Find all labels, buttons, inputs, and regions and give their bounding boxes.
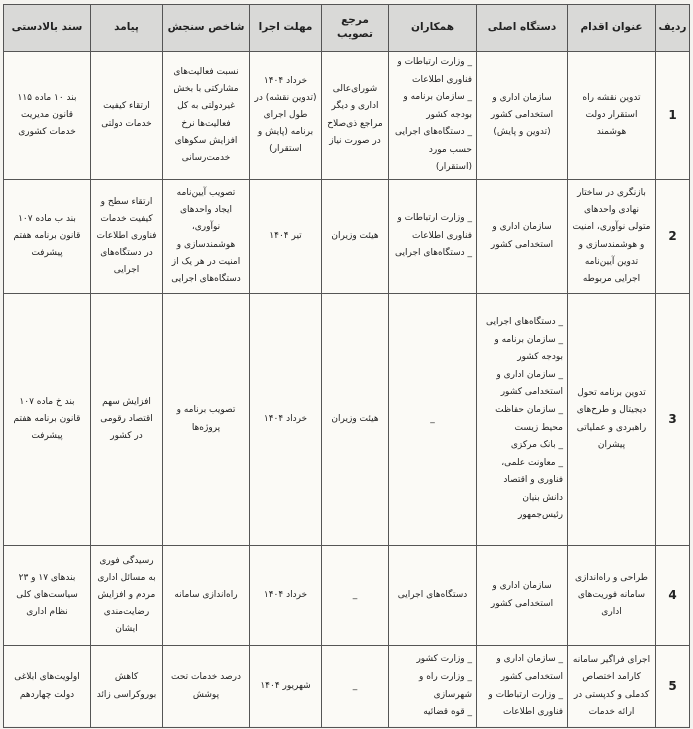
upstream-doc-cell: اولویت‌های ابلاغی دولت چهاردهم [4,646,91,728]
row-number: 5 [656,646,690,728]
main-agency-cell: سازمان اداری و استخدامی کشور (تدوین و پایش) [477,52,568,180]
list-item: _ سازمان اداری و استخدامی کشور [496,654,563,682]
deadline-cell: شهریور ۱۴۰۴ [250,646,322,728]
main-agency-cell: سازمان اداری و استخدامی کشور [477,546,568,646]
table-row [4,180,690,294]
table-row [4,294,690,546]
header-partners: همکاران [389,5,477,52]
header-row [4,5,690,52]
list-item: _ دستگاه‌های اجرایی [486,317,563,328]
list-item: _ دستگاه‌های اجرایی [395,248,472,259]
list-item: _ دستگاه‌های اجرایی حسب مورد (استقرار) [395,127,472,173]
action-title-cell: طراحی و راه‌اندازی سامانه فوریت‌های اداری [568,546,656,646]
kpi-cell: نسبت فعالیت‌های مشارکتی با بخش غیردولتی به کل فعالیت‌ها نرخ افزایش سکوهای خدمت‌رسانی [163,52,250,180]
list-item: _ وزارت ارتباطات و فناوری اطلاعات [397,57,472,85]
action-plan-table [3,4,690,728]
header-action-title: عنوان اقدام [568,5,656,52]
list-item: _ سازمان برنامه و بودجه کشور [494,334,563,363]
kpi-cell: درصد خدمات تحت پوشش [163,646,250,728]
header-deadline: مهلت اجرا [250,5,322,52]
kpi-cell: تصویب برنامه و پروژه‌ها [163,294,250,546]
header-approval-ref: مرجع تصویب [322,5,389,52]
approval-ref-cell: _ [322,646,389,728]
list-item: _ سازمان اداری و استخدامی کشور [496,369,563,398]
row-number: 3 [656,294,690,546]
list-item: _ سازمان حفاظت محیط زیست [495,404,563,433]
main-agency-cell [477,294,568,546]
header-kpi: شاخص سنجش [163,5,250,52]
deadline-cell: خرداد ۱۴۰۴ (تدوین نقشه) در طول اجرای برنامه (پایش و استقرار) [250,52,322,180]
deadline-cell: خرداد ۱۴۰۴ [250,294,322,546]
upstream-doc-cell: بند ب ماده ۱۰۷ قانون برنامه هفتم پیشرفت [4,180,91,294]
main-agency-cell [477,646,568,728]
list-item: _ بانک مرکزی [510,440,563,451]
main-agency-cell: سازمان اداری و استخدامی کشور [477,180,568,294]
partners-cell: _ [389,294,477,546]
list-item: _ معاونت علمی، فناوری و اقتصاد دانش بنیان رئیس‌جمهور [501,457,563,521]
partners-cell: دستگاه‌های اجرایی [389,546,477,646]
partners-cell [389,646,477,728]
action-title-cell: تدوین نقشه راه استقرار دولت هوشمند [568,52,656,180]
upstream-doc-cell: بند خ ماده ۱۰۷ قانون برنامه هفتم پیشرفت [4,294,91,546]
list-item: _ سازمان برنامه و بودجه کشور [403,92,472,120]
action-title-cell: بازنگری در ساختار نهادی واحدهای متولی نوآوری، امنیت و هوشمندسازی و تدوین آیین‌نامه اجرایی مربوطه [568,180,656,294]
upstream-doc-cell: بند ۱۰ ماده ۱۱۵ قانون مدیریت خدمات کشوری [4,52,91,180]
outcome-cell: کاهش بوروکراسی زائد [91,646,163,728]
deadline-cell: تیر ۱۴۰۴ [250,180,322,294]
upstream-doc-cell: بندهای ۱۷ و ۲۳ سیاست‌های کلی نظام اداری [4,546,91,646]
header-upstream-doc: سند بالادستی [4,5,91,52]
table-row [4,546,690,646]
list-item: _ وزارت ارتباطات و فناوری اطلاعات [397,213,472,241]
outcome-cell: افزایش سهم اقتصاد رقومی در کشور [91,294,163,546]
kpi-cell: تصویب آیین‌نامه ایجاد واحدهای نوآوری، هوشمندسازی و امنیت در هر یک از دستگاه‌های اجرایی [163,180,250,294]
header-main-agency: دستگاه اصلی [477,5,568,52]
table-row [4,52,690,180]
action-title-cell: تدوین برنامه تحول دیجیتال و طرح‌های راهبردی و عملیاتی پیشران [568,294,656,546]
table-row [4,646,690,728]
list-item: _ وزارت راه و شهرسازی [418,671,472,700]
partners-cell [389,180,477,294]
list-item: _ وزارت کشور [416,654,472,665]
row-number: 2 [656,180,690,294]
approval-ref-cell: هیئت وزیران [322,294,389,546]
outcome-cell: ارتقاء کیفیت خدمات دولتی [91,52,163,180]
list-item: _ وزارت ارتباطات و فناوری اطلاعات [488,689,563,718]
approval-ref-cell: شورای‌عالی اداری و دیگر مراجع ذی‌صلاح در صورت نیاز [322,52,389,180]
row-number: 4 [656,546,690,646]
kpi-cell: راه‌اندازی سامانه [163,546,250,646]
list-item: _ قوه قضائیه [423,707,472,718]
approval-ref-cell: هیئت وزیران [322,180,389,294]
deadline-cell: خرداد ۱۴۰۴ [250,546,322,646]
approval-ref-cell: _ [322,546,389,646]
document-page [3,4,689,726]
row-number: 1 [656,52,690,180]
header-outcome: پیامد [91,5,163,52]
partners-cell [389,52,477,180]
header-row-no: ردیف [656,5,690,52]
outcome-cell: رسیدگی فوری به مسائل اداری مردم و افزایش رضایت‌مندی ایشان [91,546,163,646]
outcome-cell: ارتقاء سطح و کیفیت خدمات فناوری اطلاعات در دستگاه‌های اجرایی [91,180,163,294]
action-title-cell: اجرای فراگیر سامانه کارامد اختصاص کدملی و کدپستی در ارائه خدمات [568,646,656,728]
